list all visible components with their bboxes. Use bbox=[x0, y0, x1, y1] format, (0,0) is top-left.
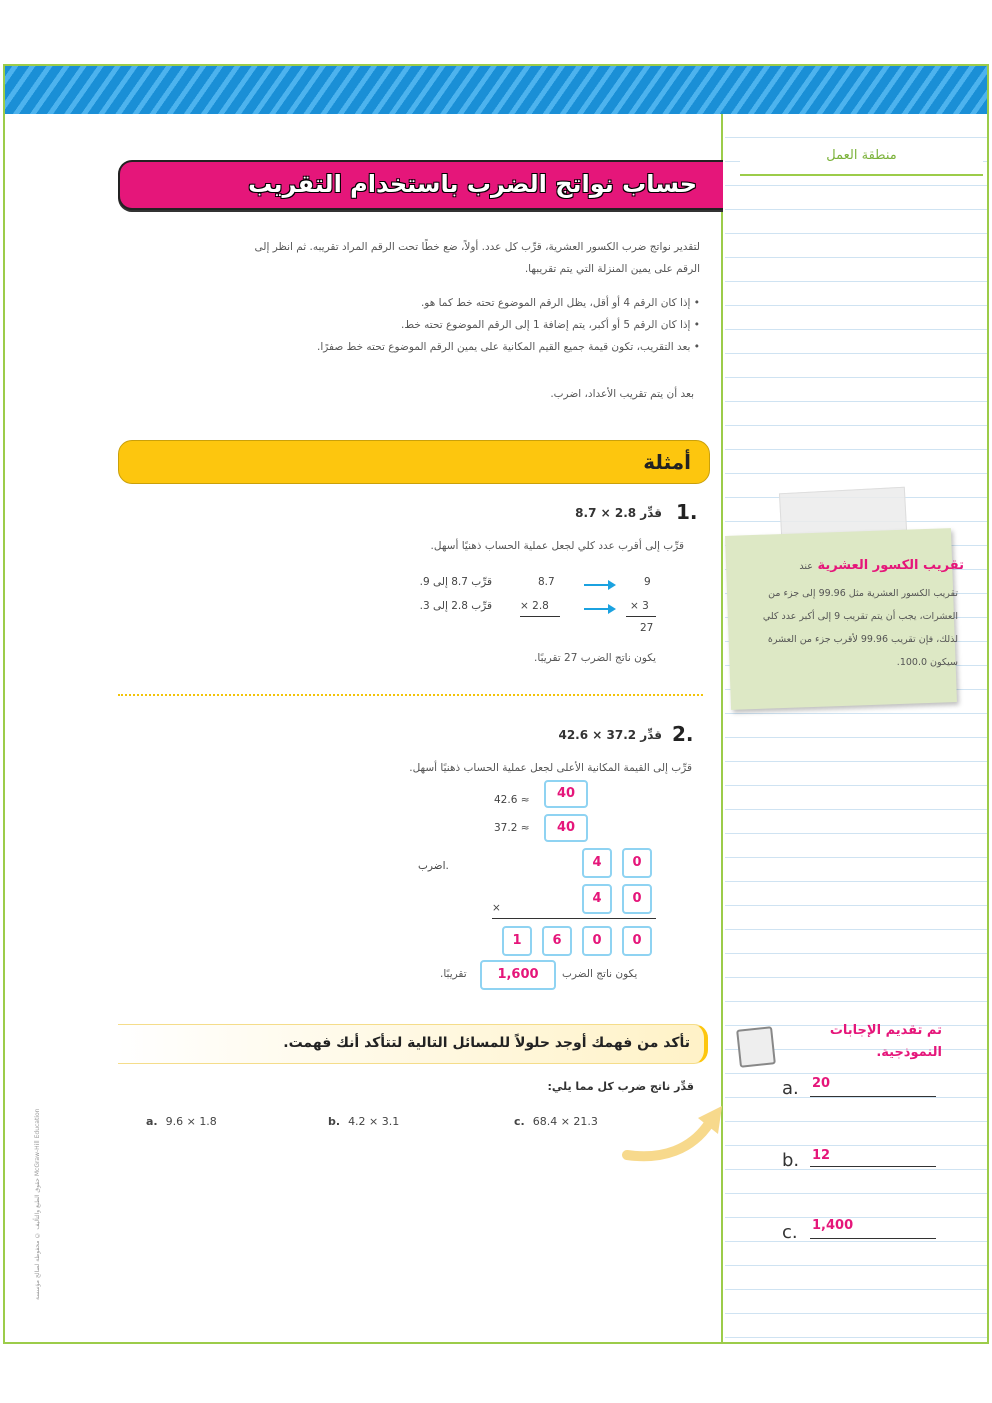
example-1-note-1: قرِّب 8.7 إلى 9. bbox=[419, 576, 492, 588]
example-1-label: قدِّر 2.8 × 8.7 bbox=[575, 506, 662, 520]
intro-paragraph bbox=[120, 236, 700, 280]
copyright-credit: حقوق الطبع والتأليف © محفوظة لصالح مؤسسة McGraw-Hill Education bbox=[34, 1108, 41, 1300]
times-sign: × bbox=[492, 902, 501, 914]
section-divider bbox=[118, 694, 703, 696]
list-item: • بعد التقريب، تكون قيمة جميع القيم المكانية على يمين الرقم الموضوع تحته خط صفرًا. bbox=[200, 336, 700, 358]
example-1-note-2: قرِّب 2.8 إلى 3. bbox=[419, 600, 492, 612]
example-2-conclusion-pre: يكون ناتج الضرب bbox=[562, 968, 638, 980]
example-2-label: قدِّر 37.2 × 42.6 bbox=[558, 728, 662, 742]
answer-page-icon bbox=[736, 1026, 776, 1068]
problem-b bbox=[328, 1115, 399, 1128]
problem-text: 4.2 × 3.1 bbox=[348, 1115, 400, 1128]
rounding-rules-list bbox=[200, 292, 700, 358]
work-zone bbox=[725, 114, 987, 1342]
answer-line bbox=[810, 1238, 936, 1239]
work-zone-title: منطقة العمل bbox=[740, 148, 983, 176]
answer-value: 20 bbox=[812, 1076, 831, 1091]
divider bbox=[626, 616, 656, 617]
note-title-text: تقريب الكسور العشرية bbox=[817, 558, 964, 573]
answer-value: 1,400 bbox=[812, 1218, 854, 1233]
example-2-value-b: 37.2 ≈ bbox=[494, 822, 530, 834]
answer-letter: c. bbox=[782, 1222, 798, 1243]
example-1-number: 1. bbox=[676, 500, 698, 524]
divider bbox=[520, 616, 560, 617]
problem-letter: c. bbox=[514, 1115, 525, 1128]
example-1-instruction: قرِّب إلى أقرب عدد كلي لجعل عملية الحساب ذهنيًا أسهل. bbox=[430, 540, 684, 552]
example-2-conclusion-post: تقريبًا. bbox=[440, 968, 467, 980]
divider bbox=[492, 918, 656, 919]
example-1-result: 27 bbox=[640, 622, 654, 634]
multiply-label: اضرب. bbox=[418, 860, 449, 872]
rounded-value-b: 40 bbox=[544, 814, 588, 842]
product-estimate-box: 1,600 bbox=[480, 960, 556, 990]
problem-text: 68.4 × 21.3 bbox=[532, 1115, 598, 1128]
note-title bbox=[799, 558, 964, 573]
lesson-title-bar bbox=[118, 160, 723, 210]
answer-letter: b. bbox=[782, 1150, 800, 1171]
striped-header-band bbox=[5, 66, 987, 114]
check-understanding-bar bbox=[118, 1024, 708, 1064]
note-title-lead: عند bbox=[799, 561, 813, 572]
example-1-conclusion: يكون ناتج الضرب 27 تقريبًا. bbox=[534, 652, 656, 664]
example-2-instruction: قرِّب إلى القيمة المكانية الأعلى لجعل عملية الحساب ذهنيًا أسهل. bbox=[409, 762, 692, 774]
right-arrow-icon bbox=[584, 608, 614, 610]
check-understanding-title: تأكد من فهمك أوجد حلولاً للمسائل التالية لتتأكد أنك فهمت. bbox=[283, 1035, 690, 1051]
answer-value: 12 bbox=[812, 1148, 831, 1163]
digit-box: 0 bbox=[622, 926, 652, 956]
lesson-title: حساب نواتج الضرب باستخدام التقريب bbox=[248, 170, 697, 198]
example-2-value-a: 42.6 ≈ bbox=[494, 794, 530, 806]
digit-box: 0 bbox=[622, 884, 652, 914]
rounded-value-a: 40 bbox=[544, 780, 588, 808]
problem-letter: a. bbox=[146, 1115, 158, 1128]
answers-title: تم تقديم الإجابات النموذجية. bbox=[829, 1023, 942, 1060]
digit-box: 4 bbox=[582, 884, 612, 914]
digit-box: 0 bbox=[622, 848, 652, 878]
check-prompt: قدِّر ناتج ضرب كل مما يلي: bbox=[547, 1080, 694, 1093]
examples-heading-bar bbox=[118, 440, 710, 484]
list-item: • إذا كان الرقم 4 أو أقل، يظل الرقم الموضوع تحته خط كما هو. bbox=[200, 292, 700, 314]
after-rounding-text: بعد أن يتم تقريب الأعداد، اضرب. bbox=[550, 388, 694, 400]
note-body: تقريب الكسور العشرية مثل 99.96 إلى جزء من العشرات، يجب أن يتم تقريب 9 إلى أكبر عدد كلي لذلك، فإن تقريب 99.96 لأقرب جزء من العشرة سيكون 100.0. bbox=[762, 588, 958, 668]
answer-line bbox=[810, 1096, 936, 1097]
example-1-rounded-1: 9 bbox=[644, 576, 651, 588]
problem-c bbox=[514, 1115, 598, 1128]
example-1-original-2: × 2.8 bbox=[520, 600, 549, 612]
example-2-number: 2. bbox=[672, 722, 694, 746]
examples-heading: أمثلة bbox=[643, 450, 691, 474]
example-1-original-1: 8.7 bbox=[538, 576, 555, 588]
digit-box: 6 bbox=[542, 926, 572, 956]
list-item: • إذا كان الرقم 5 أو أكبر، يتم إضافة 1 إلى الرقم الموضوع تحته خط. bbox=[200, 314, 700, 336]
problem-a bbox=[146, 1115, 217, 1128]
curved-arrow-icon bbox=[622, 1100, 732, 1170]
answer-letter: a. bbox=[782, 1078, 799, 1099]
right-arrow-icon bbox=[584, 584, 614, 586]
intro-line-2: الرقم على يمين المنزلة التي يتم تقريبها. bbox=[524, 263, 700, 275]
problem-letter: b. bbox=[328, 1115, 341, 1128]
digit-box: 1 bbox=[502, 926, 532, 956]
problem-text: 9.6 × 1.8 bbox=[165, 1115, 217, 1128]
example-1-rounded-2: × 3 bbox=[630, 600, 649, 612]
answer-line bbox=[810, 1166, 936, 1167]
intro-line-1: لتقدير نواتج ضرب الكسور العشرية، قرِّب كل عدد. أولاً، ضع خطًا تحت الرقم المراد تقريبه. ثم انظر إلى bbox=[254, 241, 700, 253]
digit-box: 4 bbox=[582, 848, 612, 878]
digit-box: 0 bbox=[582, 926, 612, 956]
